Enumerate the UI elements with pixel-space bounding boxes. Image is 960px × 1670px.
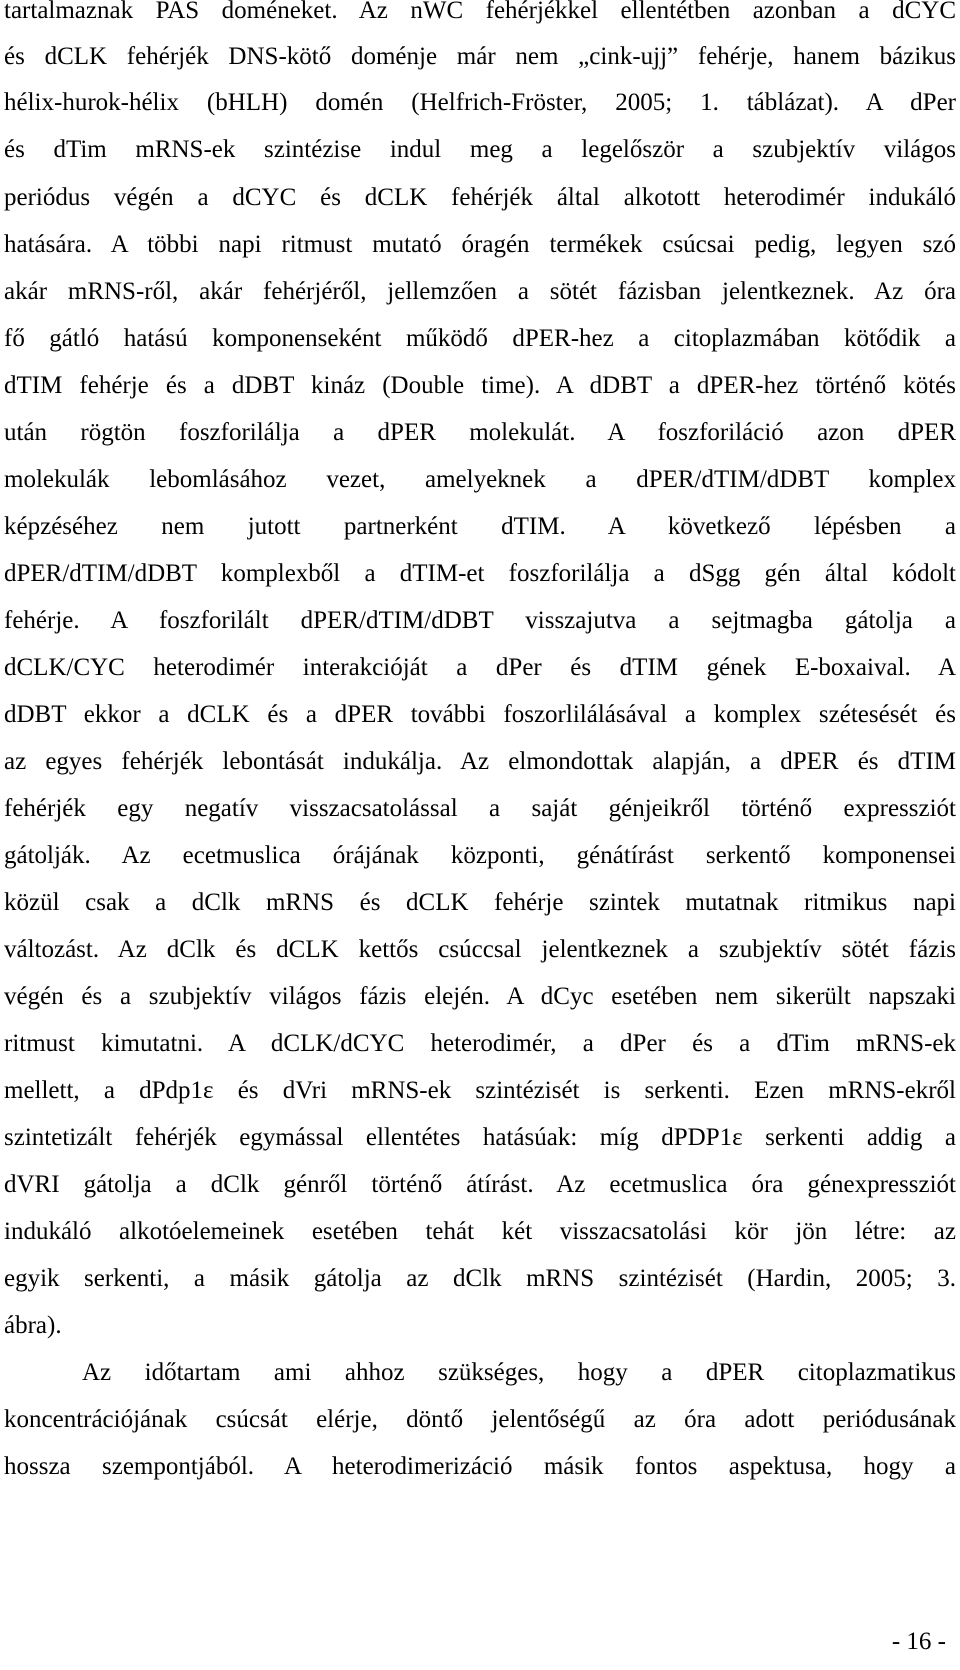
text-line: dVRI gátolja a dClk génről történő átírást. Az ecetmuslica óra génexpressziót [4, 1171, 956, 1198]
text-line: képzéséhez nem jutott partnerként dTIM. A következő lépésben a [4, 513, 956, 540]
text-line: molekulák lebomlásához vezet, amelyeknek a dPER/dTIM/dDBT komplex [4, 466, 956, 493]
text-line: hélix-hurok-hélix (bHLH) domén (Helfrich-Fröster, 2005; 1. táblázat). A dPer [4, 89, 956, 116]
text-line: dTIM fehérje és a dDBT kináz (Double time). A dDBT a dPER-hez történő kötés [4, 372, 956, 399]
text-line: ábra). [4, 1312, 62, 1339]
text-line: változást. Az dClk és dCLK kettős csúccsal jelentkeznek a szubjektív sötét fázis [4, 936, 956, 963]
text-line: mellett, a dPdp1ε és dVri mRNS-ek szintézisét is serkenti. Ezen mRNS-ekről [4, 1077, 956, 1104]
text-line: közül csak a dClk mRNS és dCLK fehérje szintek mutatnak ritmikus napi [4, 889, 956, 916]
text-line: Az időtartam ami ahhoz szükséges, hogy a dPER citoplazmatikus [82, 1359, 956, 1386]
text-line: hatására. A többi napi ritmust mutató óragén termékek csúcsai pedig, legyen szó [4, 231, 956, 258]
text-line: ritmust kimutatni. A dCLK/dCYC heterodimér, a dPer és a dTim mRNS-ek [4, 1030, 956, 1057]
text-line: és dCLK fehérjék DNS-kötő doménje már nem „cink-ujj” fehérje, hanem bázikus [4, 43, 956, 70]
text-line: az egyes fehérjék lebontását indukálja. Az elmondottak alapján, a dPER és dTIM [4, 748, 956, 775]
text-line: hossza szempontjából. A heterodimerizáció másik fontos aspektusa, hogy a [4, 1453, 956, 1480]
text-line: fehérjék egy negatív visszacsatolással a saját génjeikről történő expressziót [4, 795, 956, 822]
text-line: szintetizált fehérjék egymással ellentétes hatásúak: míg dPDP1ε serkenti addig a [4, 1124, 956, 1151]
text-line: indukáló alkotóelemeinek esetében tehát két visszacsatolási kör jön létre: az [4, 1218, 956, 1245]
text-line: akár mRNS-ről, akár fehérjéről, jellemzően a sötét fázisban jelentkeznek. Az óra [4, 278, 956, 305]
text-line: dCLK/CYC heterodimér interakcióját a dPer és dTIM gének E-boxaival. A [4, 654, 956, 681]
text-line: és dTim mRNS-ek szintézise indul meg a legelőször a szubjektív világos [4, 136, 956, 163]
text-line: koncentrációjának csúcsát elérje, döntő jelentőségű az óra adott periódusának [4, 1406, 956, 1433]
page-number: - 16 - [891, 1628, 946, 1655]
text-line: periódus végén a dCYC és dCLK fehérjék által alkotott heterodimér indukáló [4, 184, 956, 211]
text-line: egyik serkenti, a másik gátolja az dClk mRNS szintézisét (Hardin, 2005; 3. [4, 1265, 956, 1292]
text-line: fő gátló hatású komponenseként működő dPER-hez a citoplazmában kötődik a [4, 325, 956, 352]
text-line: dDBT ekkor a dCLK és a dPER további foszorlilálásával a komplex szétesését és [4, 701, 956, 728]
text-line: fehérje. A foszforilált dPER/dTIM/dDBT visszajutva a sejtmagba gátolja a [4, 607, 956, 634]
text-line: végén és a szubjektív világos fázis elején. A dCyc esetében nem sikerült napszaki [4, 983, 956, 1010]
text-line: után rögtön foszforilálja a dPER molekulát. A foszforiláció azon dPER [4, 419, 956, 446]
text-line: gátolják. Az ecetmuslica órájának központi, génátírást serkentő komponensei [4, 842, 956, 869]
text-line: dPER/dTIM/dDBT komplexből a dTIM-et foszforilálja a dSgg gén által kódolt [4, 560, 956, 587]
text-line: tartalmaznak PAS doméneket. Az nWC fehérjékkel ellentétben azonban a dCYC [4, 0, 956, 24]
